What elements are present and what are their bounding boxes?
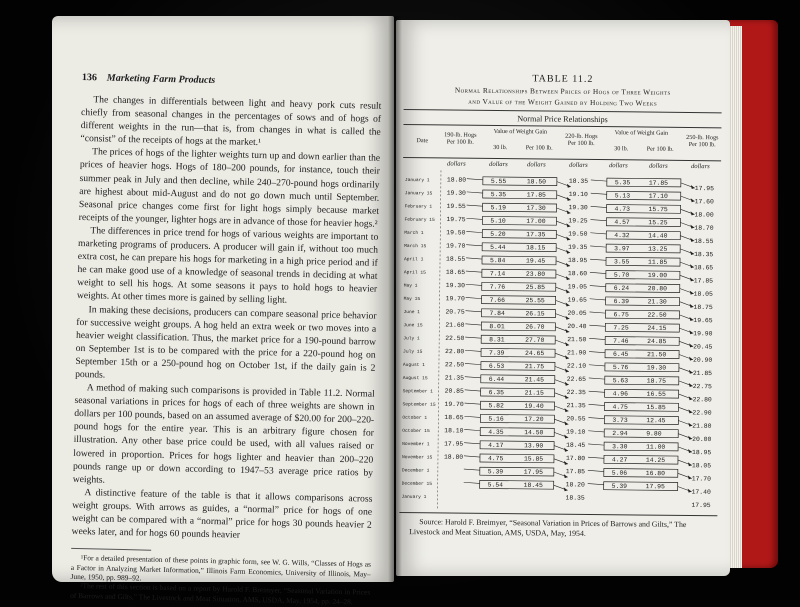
footnote-rule (71, 548, 151, 551)
gain-30lb-cell-2: 4.57 (614, 218, 630, 226)
date-cell: May 15 (403, 296, 421, 302)
arrow-line (591, 206, 607, 207)
gain-per100-cell-1: 17.35 (526, 231, 546, 239)
gain-30lb-cell-2: 4.27 (611, 456, 628, 464)
date-cell: August 15 (402, 376, 428, 382)
price-250-cell: 19.65 (693, 317, 713, 325)
gain-per100-cell-2: 24.15 (647, 324, 667, 332)
gain-per100-cell-2: 11.00 (646, 443, 666, 451)
gain-30lb-cell-1: 5.16 (488, 415, 504, 423)
arrow-line (590, 233, 606, 234)
date-cell: March 1 (404, 230, 424, 237)
arrow-line (464, 482, 480, 483)
gain-per100-cell-2: 14.40 (648, 232, 668, 240)
price-220-cell: 22.65 (566, 375, 587, 383)
arrow-line (588, 431, 604, 432)
gain-per100-cell-1: 18.50 (526, 178, 547, 186)
gain-per100-cell-1: 17.00 (526, 217, 546, 226)
price-220-cell: 19.05 (567, 283, 587, 291)
gain-30lb-cell-1: 5.82 (488, 402, 504, 410)
date-cell: May 1 (403, 283, 418, 289)
price-250-cell: 22.75 (692, 383, 712, 391)
gain-30lb-cell-2: 6.39 (613, 298, 629, 306)
price-220-cell: 19.35 (568, 243, 588, 251)
price-190-cell: 19.30 (446, 189, 466, 197)
unit-label: dollars (648, 162, 668, 170)
arrow-line (465, 403, 481, 404)
arrow-line (466, 258, 482, 259)
gain-per100-cell-2: 15.25 (648, 219, 668, 227)
price-190-cell: 17.95 (444, 440, 464, 448)
gain-30lb-cell-1: 5.55 (490, 177, 507, 186)
paragraph: The prices of hogs of the lighter weights turn up and down earlier than the prices of heavier hogs. Hogs of 180–200 pounds, for instance, touch their summer peak in July and then decline, while 240–270-pound hogs ordinarily are highest about mid-August and do not go down much until September. Seasonal price changes come first for light hogs simply because market receipts of the younger, lighter hogs are in advance of those for heavier hogs.² (78, 146, 381, 230)
date-cell: April 1 (404, 257, 424, 263)
arrow-line (590, 220, 606, 221)
gain-per100-cell-1: 17.85 (526, 191, 546, 199)
gain-30lb-cell-2: 7.25 (613, 324, 629, 332)
price-250-cell: 22.80 (692, 396, 712, 404)
price-220-cell: 20.40 (567, 322, 587, 331)
price-220-cell: 17.85 (565, 468, 586, 476)
gain-per100-cell-1: 19.40 (524, 402, 544, 410)
gain-per100-cell-2: 14.25 (645, 456, 666, 464)
arrow-line (466, 284, 482, 285)
table-subtitle: Normal Price Relationships (517, 114, 608, 125)
price-220-cell: 18.60 (567, 270, 588, 278)
paragraph: In making these decisions, producers can compare seasonal price behavior for successive weight groups. A hog held an extra week or two moves into a heavier weight classification. Thus, the market price for a 190-pound barrow on September 1st is to be compared with the price for a 220-pound hog on September 15th or a 250-pound hog on October 1st, if the daily gain is 2 pounds. (75, 303, 377, 381)
header-gain-group-2: Value of Weight Gain (614, 129, 669, 137)
date-cell: February 1 (404, 204, 433, 210)
gain-per100-cell-2: 15.75 (648, 205, 668, 214)
price-250-cell: 18.55 (694, 237, 714, 246)
date-cell: October 15 (402, 428, 430, 435)
price-250-cell: 21.85 (692, 369, 713, 378)
header-190-lb: 190-lb. Hogs Per 100 lb. (444, 131, 477, 146)
price-220-cell: 21.90 (567, 349, 587, 357)
price-250-cell: 18.95 (691, 449, 712, 457)
price-220-cell: 18.20 (565, 481, 585, 489)
gain-30lb-cell-1: 7.14 (489, 270, 506, 278)
gain-30lb-cell-1: 6.44 (488, 375, 505, 384)
price-190-cell: 22.80 (445, 348, 465, 356)
price-190-cell: 18.55 (446, 255, 466, 263)
gain-30lb-cell-2: 7.46 (613, 337, 629, 345)
arrow-line (591, 180, 607, 181)
price-190-cell: 22.50 (445, 334, 465, 343)
unit-label: dollars (690, 163, 710, 171)
date-cell: April 15 (403, 270, 426, 276)
gain-30lb-cell-1: 8.01 (489, 323, 505, 331)
table-arrow-chart (399, 170, 721, 513)
arrow-line (589, 378, 605, 379)
date-cell: January 15 (404, 191, 433, 197)
gain-per100-cell-2: 9.80 (646, 430, 662, 438)
price-190-cell: 19.75 (446, 216, 466, 224)
footnote: ²The rest of this section is based on a report by Harold F. Breimyer, “Seasonal Variation in Prices of Barrows and Gilts,” The Livestock and Meat Situation, AMS, USDA, May, 1954, pp. 24–28. (70, 581, 371, 607)
gain-30lb-cell-1: 5.84 (489, 257, 506, 265)
gain-30lb-cell-2: 5.63 (612, 377, 629, 385)
table-block (399, 72, 722, 540)
table-header (403, 124, 721, 161)
gain-30lb-cell-1: 6.35 (488, 389, 505, 397)
book-gutter-shadow (388, 16, 402, 586)
date-cell: February 15 (404, 217, 435, 223)
price-250-cell: 17.95 (694, 185, 715, 193)
gain-30lb-cell-1: 7.66 (489, 296, 505, 304)
arrow-line (590, 272, 606, 273)
gain-per100-cell-2: 13.25 (648, 245, 668, 253)
gain-per100-cell-2: 17.10 (648, 192, 668, 200)
gain-per100-cell-2: 22.50 (647, 311, 667, 319)
gain-30lb-cell-1: 7.84 (489, 309, 505, 318)
gain-per100-cell-1: 25.55 (525, 297, 545, 305)
gain-30lb-cell-1: 4.17 (488, 441, 504, 450)
date-cell: September 15 (402, 402, 436, 408)
arrow-line (466, 231, 482, 232)
right-page (396, 20, 730, 576)
arrow-line (465, 311, 481, 312)
header-gain-per100-1: Per 100 lb. (525, 144, 553, 152)
paragraph: The differences in price trend for hogs of various weights are important to marketing programs of producers. A producer will gain if, without too much extra cost, he can prepare his hogs for marketing in a high price period and if he can make good use of a knowledge of seasonal trends in deciding at what weight to sell his hogs. At some seasons it pays to hold hogs to heavier weights. At other times more is gained by selling light. (76, 225, 379, 307)
gain-per100-cell-2: 16.80 (645, 469, 666, 478)
price-220-cell: 20.05 (567, 309, 587, 317)
price-220-cell: 17.80 (565, 454, 586, 463)
gain-30lb-cell-1: 5.19 (490, 204, 506, 212)
arrow-line (465, 324, 481, 325)
arrow-line (466, 218, 482, 219)
date-cell: October 1 (402, 415, 428, 421)
table-title-line-1: Normal Relationships Between Prices of Hogs of Three Weights (454, 85, 671, 97)
arrow-line (589, 365, 605, 366)
gain-30lb-cell-2: 6.45 (613, 350, 629, 358)
gain-per100-cell-1: 15.85 (523, 455, 544, 463)
gain-per100-cell-2: 11.85 (647, 258, 668, 266)
gain-per100-cell-2: 20.80 (647, 285, 667, 293)
paragraph: The changes in differentials between light and heavy pork cuts result chiefly from seasonal changes in the percentages of sows and of hogs of different weights in the run—that is, from changes in what is called the “consist” of the receipts of hogs at the market.¹ (80, 94, 382, 149)
gain-30lb-cell-2: 5.76 (612, 364, 629, 372)
price-190-cell: 19.70 (446, 242, 466, 250)
arrow-line (590, 299, 606, 300)
price-220-cell: 20.55 (566, 415, 586, 423)
gain-per100-cell-1: 23.80 (525, 270, 546, 278)
gain-per100-cell-2: 18.75 (646, 377, 666, 385)
price-220-cell: 18.35 (565, 494, 585, 502)
price-190-cell: 22.50 (444, 361, 465, 369)
arrow-line (589, 338, 605, 339)
price-190-cell: 19.30 (445, 282, 465, 290)
gain-30lb-cell-2: 5.70 (613, 271, 630, 279)
arrow-line (589, 391, 605, 392)
arrow-line (590, 286, 606, 287)
date-cell: January 1 (401, 494, 427, 501)
price-250-cell: 17.40 (691, 488, 711, 496)
header-gain-per100-2: Per 100 lb. (646, 145, 674, 153)
price-190-cell: 19.55 (446, 202, 466, 211)
gain-per100-cell-2: 12.45 (646, 417, 666, 425)
left-page (52, 16, 394, 607)
price-220-cell: 19.30 (568, 204, 588, 212)
gain-30lb-cell-2: 2.94 (612, 430, 628, 438)
table-title-line-2: and Value of the Weight Gained by Holding Two Weeks (468, 96, 658, 108)
arrow-line (466, 245, 482, 246)
gain-30lb-cell-1: 7.39 (489, 349, 505, 357)
arrow-line (588, 444, 604, 445)
arrow-line (465, 363, 481, 364)
unit-label: dollars (568, 161, 588, 169)
gain-per100-cell-2: 17.95 (645, 483, 665, 491)
table-body (399, 170, 721, 513)
unit-label: dollars (526, 161, 546, 169)
header-220-lb: 220-lb. Hogs Per 100 lb. (565, 132, 598, 148)
gain-per100-cell-1: 18.15 (526, 244, 546, 252)
price-250-cell: 18.70 (694, 224, 714, 232)
gain-30lb-cell-1: 5.39 (487, 468, 504, 476)
header-gain-30lb-1: 30 lb. (493, 143, 508, 152)
date-cell: January 1 (404, 178, 430, 184)
arrow-line (464, 456, 480, 457)
paragraph: A method of making such comparisons is provided in Table 11.2. Normal seasonal variations in prices for hogs of each of three weights are shown in dollars per 100 pounds, based on an assumed average of $20.00 for 200–220-pound hogs for the entire year. This is an arbitrary figure chosen for illustration. Any other base price could be used, with all values raised or lowered in proportion. Prices for hogs lighter and heavier than 200–220 pounds range up or down according to 1947–53 average price ratios by weights. (72, 382, 375, 486)
price-220-cell: 18.95 (567, 256, 588, 265)
gain-30lb-cell-1: 5.10 (490, 217, 506, 225)
date-cell: November 1 (402, 442, 430, 448)
arrow-line (588, 457, 604, 458)
price-190-cell: 18.65 (445, 268, 466, 277)
gain-30lb-cell-2: 4.73 (614, 205, 630, 213)
price-190-cell: 18.65 (444, 414, 464, 422)
price-220-cell: 19.10 (566, 428, 586, 436)
arrow-line (464, 416, 480, 417)
page-number: 136 (81, 72, 97, 84)
date-cell: March 15 (404, 244, 427, 250)
unit-label: dollars (608, 162, 628, 170)
price-250-cell: 22.90 (692, 409, 712, 417)
header-gain-group-1: Value of Weight Gain (493, 127, 548, 136)
gain-30lb-cell-2: 4.32 (614, 232, 630, 240)
gain-30lb-cell-2: 6.24 (613, 284, 630, 292)
gain-30lb-cell-2: 3.55 (613, 258, 630, 266)
price-250-cell: 17.85 (693, 277, 714, 285)
arrow-line (590, 259, 606, 260)
price-250-cell: 17.95 (691, 501, 711, 510)
gain-30lb-cell-1: 5.44 (490, 243, 506, 252)
gain-30lb-cell-1: 5.35 (490, 191, 507, 199)
gain-30lb-cell-2: 5.39 (611, 482, 628, 490)
gain-per100-cell-1: 21.15 (524, 389, 544, 397)
unit-label: dollars (447, 160, 466, 168)
running-head-title: Marketing Farm Products (106, 72, 216, 87)
price-250-cell: 18.05 (693, 290, 713, 298)
gain-30lb-cell-2: 3.73 (612, 416, 628, 424)
arrow-line (591, 193, 607, 194)
arrow-line (465, 350, 481, 351)
gain-per100-cell-2: 21.30 (647, 298, 667, 306)
gain-per100-cell-1: 19.45 (525, 257, 546, 265)
price-190-cell: 19.50 (446, 229, 466, 237)
price-250-cell: 20.90 (692, 356, 713, 364)
gain-per100-cell-1: 26.15 (525, 310, 545, 318)
price-220-cell: 22.10 (566, 362, 587, 370)
gain-per100-cell-2: 15.85 (646, 403, 666, 412)
gain-per100-cell-1: 27.70 (525, 336, 545, 344)
date-cell: July 15 (403, 349, 423, 355)
price-220-cell: 21.35 (566, 402, 586, 410)
gain-30lb-cell-2: 6.75 (613, 311, 629, 319)
arrow-line (464, 469, 480, 470)
price-220-cell: 19.25 (568, 217, 588, 225)
gain-30lb-cell-1: 4.35 (488, 428, 504, 436)
gain-30lb-cell-2: 4.96 (612, 390, 629, 398)
unit-label: dollars (489, 160, 508, 169)
price-190-cell: 19.70 (444, 400, 464, 409)
gain-30lb-cell-1: 5.20 (490, 230, 506, 238)
gain-per100-cell-1: 13.90 (524, 442, 544, 450)
gain-per100-cell-1: 21.75 (524, 363, 545, 371)
price-190-cell: 19.70 (445, 295, 465, 303)
gain-30lb-cell-1: 5.54 (487, 481, 504, 489)
arrow-line (467, 179, 483, 180)
gain-30lb-cell-1: 4.75 (487, 455, 504, 463)
price-250-cell: 18.65 (693, 264, 714, 272)
page-stack-edge (728, 26, 742, 568)
arrow-line (590, 246, 606, 247)
gain-per100-cell-1: 18.45 (523, 481, 543, 490)
gain-30lb-cell-1: 6.53 (488, 362, 505, 370)
date-cell: July 1 (403, 336, 420, 342)
arrow-line (588, 470, 604, 471)
price-220-cell: 19.50 (568, 230, 588, 238)
footnote: ¹For a detailed presentation of these points in graphic form, see W. G. Wills, “Classes of Hogs as a Factor in Analyzing Market Information,” Illinois Farm Economics, University of Illinois, May–June, 1950, pp. 989–92. (70, 553, 372, 583)
gain-30lb-cell-2: 3.97 (614, 245, 630, 253)
table-source-note: Source: Harold F. Breimyer, “Seasonal Variation in Prices of Barrows and Gilts,” The Livestock and Meat Situation, AMS, USDA, May, 1954. (409, 517, 687, 538)
table-label: TABLE 11.2 (532, 73, 594, 85)
arrow-line (589, 312, 605, 313)
price-250-cell: 17.60 (694, 198, 714, 206)
arrow-line (588, 418, 604, 419)
gain-per100-cell-1: 17.95 (523, 468, 544, 476)
price-250-cell: 20.00 (692, 435, 712, 444)
paragraph: A distinctive feature of the table is that it allows comparisons across weight groups. With arrows as guides, a “normal” price for hogs of one weight can be compared with a “normal” price for hogs 30 pounds heavier 2 weeks later, and for hogs 60 pounds heavier (71, 486, 373, 541)
price-220-cell: 19.65 (567, 296, 587, 304)
gain-per100-cell-1: 25.85 (525, 283, 545, 292)
price-220-cell: 22.35 (566, 388, 586, 397)
price-190-cell: 21.60 (445, 321, 465, 329)
arrow-line (464, 443, 480, 444)
date-column-guide (437, 170, 441, 510)
price-250-cell: 20.45 (693, 343, 713, 351)
price-250-cell: 18.05 (691, 462, 712, 470)
arrow-line (467, 205, 483, 206)
date-cell: November 15 (401, 455, 433, 461)
arrow-line (466, 271, 482, 272)
arrow-line (588, 484, 604, 485)
gain-per100-cell-2: 17.85 (648, 179, 669, 187)
date-cell: September 1 (402, 389, 434, 395)
gain-per100-cell-2: 24.85 (647, 337, 667, 346)
gain-per100-cell-2: 19.30 (646, 364, 667, 372)
arrow-line (589, 404, 605, 405)
arrow-line (465, 390, 481, 391)
gain-30lb-cell-1: 7.76 (489, 283, 506, 291)
date-cell: June 15 (403, 323, 423, 329)
gain-30lb-cell-2: 5.06 (611, 469, 628, 477)
gain-per100-cell-1: 17.20 (524, 415, 544, 424)
price-250-cell: 18.75 (693, 303, 713, 312)
price-190-cell: 18.10 (444, 427, 464, 435)
price-250-cell: 18.00 (694, 211, 714, 219)
arrow-line (466, 297, 482, 298)
price-220-cell: 18.35 (568, 177, 589, 185)
price-220-cell: 19.10 (568, 190, 588, 199)
gain-per100-cell-1: 14.50 (524, 429, 544, 437)
price-250-cell: 17.70 (691, 475, 711, 483)
gain-30lb-cell-2: 3.30 (612, 443, 628, 451)
price-190-cell: 18.80 (443, 453, 464, 461)
header-gain-30lb-2: 30 lb. (614, 145, 629, 153)
price-190-cell: 20.75 (445, 308, 465, 316)
price-190-cell: 18.80 (446, 176, 467, 184)
gain-30lb-cell-2: 5.13 (614, 192, 631, 200)
arrow-line (465, 377, 481, 378)
price-220-cell: 21.50 (567, 336, 587, 344)
price-190-cell: 20.85 (444, 387, 464, 395)
arrow-line (589, 352, 605, 353)
date-cell: August 1 (402, 362, 426, 369)
header-date: Date (416, 137, 429, 145)
price-250-cell: 21.80 (692, 422, 712, 430)
date-cell: December 1 (401, 468, 430, 474)
running-head (82, 72, 382, 90)
price-250-cell: 18.35 (694, 251, 714, 259)
gain-per100-cell-2: 16.55 (646, 390, 666, 398)
left-page-text-block (70, 72, 382, 607)
price-220-cell: 18.45 (566, 441, 586, 449)
gain-30lb-cell-1: 8.31 (489, 336, 505, 344)
date-cell: December 15 (401, 481, 433, 487)
date-cell: June 1 (403, 310, 421, 316)
gain-per100-cell-1: 26.70 (525, 323, 545, 331)
arrow-line (467, 192, 483, 193)
arrow-line (589, 325, 605, 326)
gain-per100-cell-2: 19.00 (647, 271, 668, 280)
gain-30lb-cell-2: 4.75 (612, 403, 628, 411)
arrow-line (465, 337, 481, 338)
price-250-cell: 19.90 (693, 330, 713, 338)
gain-per100-cell-1: 21.45 (524, 376, 545, 384)
gain-per100-cell-2: 21.50 (647, 351, 667, 359)
gain-30lb-cell-2: 5.35 (614, 179, 631, 187)
gain-per100-cell-1: 17.30 (526, 204, 546, 212)
header-250-lb: 250-lb. Hogs Per 100 lb. (686, 133, 719, 149)
arrow-line (464, 429, 480, 430)
gain-per100-cell-1: 24.65 (525, 349, 545, 358)
price-190-cell: 21.35 (444, 374, 465, 382)
